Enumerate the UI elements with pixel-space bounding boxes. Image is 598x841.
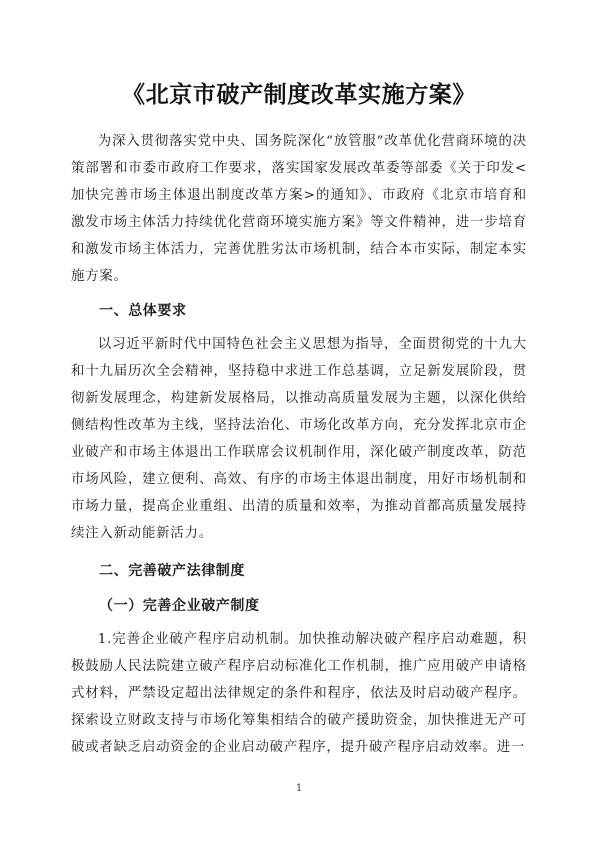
subsection-1-heading: （一）完善企业破产制度 [99, 598, 260, 614]
section-2-heading: 二、完善破产法律制度 [99, 563, 245, 579]
subsection-1-heading-block [71, 593, 527, 620]
page-number: 1 [295, 783, 303, 794]
section-2-heading-block [71, 558, 527, 585]
item-1-paragraph: 1.完善企业破产程序启动机制。加快推动解决破产程序启动难题，积极鼓励人民法院建立破产程序启动标准化工作机制，推广应用破产申请格式材料，严禁设定超出法律规定的条件和程序，依法及时启动破产程序。探索设立财政支持与市场化筹集相结合的破产援助资金，加快推进无产可破或者缺乏启动资金的企业启动破产程序，提升破产程序启动效率。进一 [71, 632, 527, 755]
item-1-block [71, 626, 527, 761]
intro-paragraph: 为深入贯彻落实党中央、国务院深化“放管服”改革优化营商环境的决策部署和市委市政府工作要求，落实国家发展改革委等部委《关于印发<加快完善市场主体退出制度改革方案>的通知》、市政府《北京市培育和激发市场主体活力持续优化营商环境实施方案》等文件精神，进一步培育和激发市场主体活力，完善优胜劣汰市场机制，结合本市实际，制定本实施方案。 [71, 134, 527, 284]
document-title: 《北京市破产制度改革实施方案》 [122, 82, 476, 108]
section-1-heading: 一、总体要求 [99, 303, 187, 319]
section-1-block [71, 331, 527, 547]
section-1-heading-block [71, 298, 527, 325]
intro-block [71, 128, 527, 290]
section-1-paragraph: 以习近平新时代中国特色社会主义思想为指导，全面贯彻党的十九大和十九届历次全会精神，坚持稳中求进工作总基调，立足新发展阶段，贯彻新发展理念，构建新发展格局，以推动高质量发展为主题，以深化供给侧结构性改革为主线，坚持法治化、市场化改革方向，充分发挥北京市企业破产和市场主体退出工作联席会议机制作用，深化破产制度改革，防范市场风险，建立便利、高效、有序的市场主体退出制度，用好市场机制和市场力量，提高企业重组、出清的质量和效率，为推动首都高质量发展持续注入新动能新活力。 [71, 337, 527, 541]
